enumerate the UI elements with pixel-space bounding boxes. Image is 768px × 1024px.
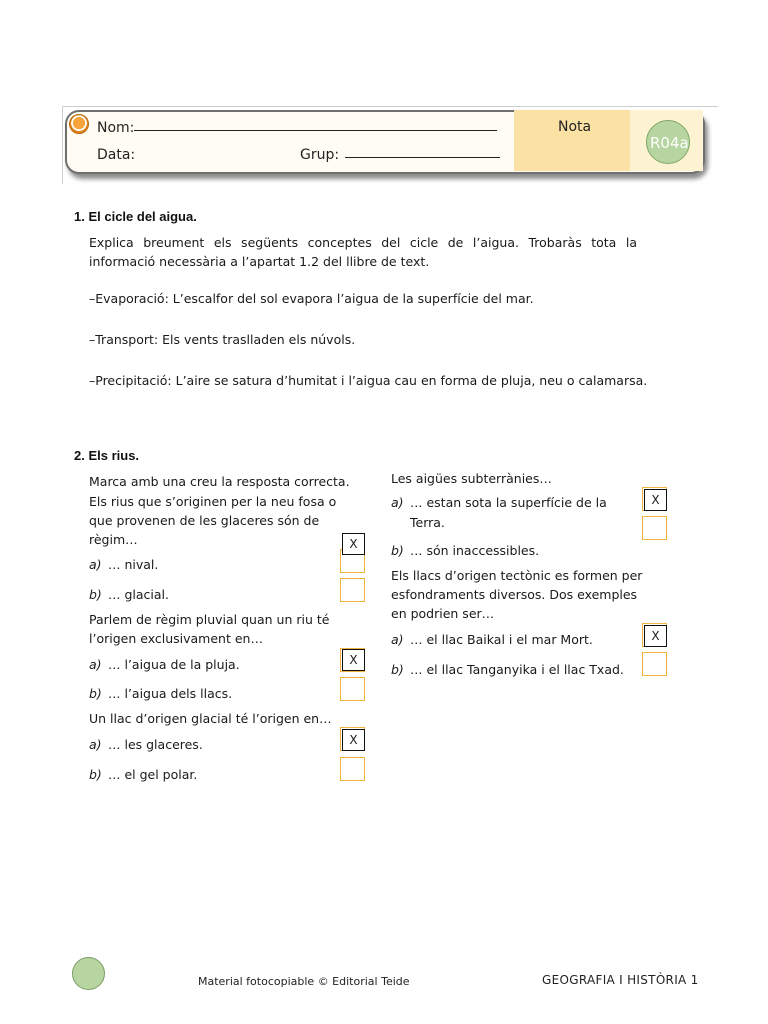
data-label: Data: <box>97 147 136 163</box>
q1-b-checkbox[interactable] <box>340 578 365 602</box>
footer-subject: GEOGRAFIA I HISTÒRIA 1 <box>542 973 699 987</box>
orange-bullet-icon <box>69 114 89 134</box>
section1-transport: –Transport: Els vents traslladen els núvols. <box>89 332 356 347</box>
q3-a-text: … les glaceres. <box>108 737 203 752</box>
q1-b-text: … glacial. <box>108 587 169 602</box>
section1-precipitacio: –Precipitació: L’aire se satura d’humitat i l’aigua cau en forma de pluja, neu o calamarsa. <box>89 373 648 388</box>
q1-line-2: Els rius que s’originen per la neu fosa o <box>89 494 337 509</box>
q2-line-2: l’origen exclusivament en… <box>89 631 263 646</box>
q5-b-checkbox[interactable] <box>642 652 667 676</box>
nom-label: Nom: <box>97 120 135 136</box>
q5-a-text: … el llac Baikal i el mar Mort. <box>410 632 593 647</box>
header-left-rule <box>62 106 63 184</box>
q5-line-2: esfondraments diversos. Dos exemples <box>391 587 638 602</box>
q4-a-text-2: Terra. <box>410 515 445 530</box>
q2-a-letter: a) <box>89 657 102 672</box>
q1-a-cross[interactable]: X <box>342 533 365 555</box>
q3-b-checkbox[interactable] <box>340 757 365 781</box>
q3-b-text: … el gel polar. <box>108 767 198 782</box>
q1-line-4: règim… <box>89 532 138 547</box>
q1-a-letter: a) <box>89 557 102 572</box>
footer-copyright: Material fotocopiable © Editorial Teide <box>198 975 410 988</box>
badge-code: R04a <box>650 134 689 152</box>
q4-a-letter: a) <box>391 495 404 510</box>
q4-line: Les aigües subterrànies… <box>391 471 552 486</box>
q1-line-1: Marca amb una creu la resposta correcta. <box>89 474 350 489</box>
q2-line-1: Parlem de règim pluvial quan un riu té <box>89 612 330 627</box>
q5-line-3: en podrien ser… <box>391 606 495 621</box>
section2-title: 2. Els rius. <box>74 448 140 463</box>
q3-b-letter: b) <box>89 767 102 782</box>
header-top-rule <box>62 106 718 107</box>
section1-title: 1. El cicle del aigua. <box>74 209 197 224</box>
q5-a-letter: a) <box>391 632 404 647</box>
q4-b-letter: b) <box>391 543 404 558</box>
q5-a-cross[interactable]: X <box>644 625 667 647</box>
nom-line[interactable] <box>134 130 497 131</box>
q5-line-1: Els llacs d’origen tectònic es formen per <box>391 568 643 583</box>
q4-a-cross[interactable]: X <box>644 489 667 511</box>
q2-a-text: … l’aigua de la pluja. <box>108 657 240 672</box>
q4-b-checkbox[interactable] <box>642 516 667 540</box>
q2-b-checkbox[interactable] <box>340 677 365 701</box>
q2-b-text: … l’aigua dels llacs. <box>108 686 233 701</box>
footer-green-circle-icon <box>72 957 105 990</box>
grup-label: Grup: <box>300 147 340 163</box>
section1-evaporacio: –Evaporació: L’escalfor del sol evapora l’aigua de la superfície del mar. <box>89 291 534 306</box>
q3-line: Un llac d’origen glacial té l’origen en… <box>89 711 332 726</box>
q5-b-text: … el llac Tanganyika i el llac Txad. <box>410 662 624 677</box>
q1-a-text: … nival. <box>108 557 159 572</box>
q2-b-letter: b) <box>89 686 102 701</box>
section1-intro: Explica breument els següents conceptes del cicle de l’aigua. Trobaràs tota la informació necessària a l’apartat 1.2 del llibre de text. <box>89 235 637 269</box>
q1-line-3: que provenen de les glaceres són de <box>89 513 320 528</box>
q3-a-cross[interactable]: X <box>342 729 365 751</box>
q4-b-text: … són inaccessibles. <box>410 543 540 558</box>
q1-b-letter: b) <box>89 587 102 602</box>
q4-a-text-1: … estan sota la superfície de la <box>410 495 607 510</box>
q5-b-letter: b) <box>391 662 404 677</box>
grup-line[interactable] <box>345 157 500 158</box>
q2-a-cross[interactable]: X <box>342 649 365 671</box>
q3-a-letter: a) <box>89 737 102 752</box>
nota-label: Nota <box>558 119 592 135</box>
